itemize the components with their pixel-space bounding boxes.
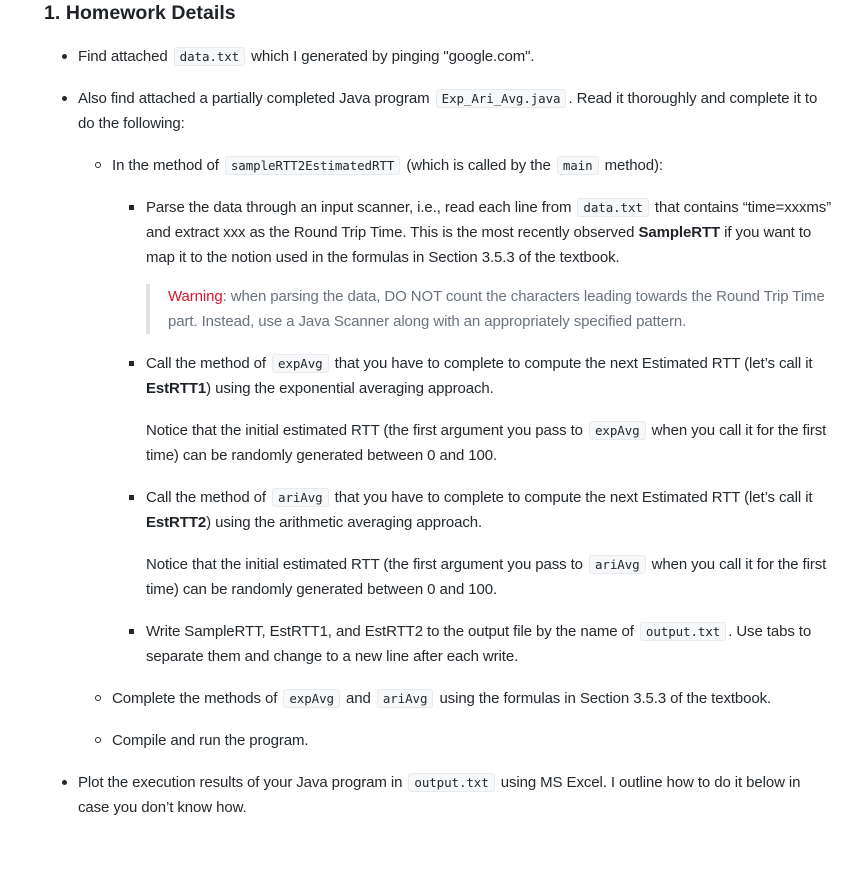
step-item-parse [112,195,832,334]
step-item-write-output [112,619,832,669]
inline-code-output-txt: output.txt [640,622,726,641]
text: Write SampleRTT, EstRTT1, and EstRTT2 to the output file by the name of [146,623,638,640]
bold-term: EstRTT1 [146,380,207,397]
note-paragraph [146,552,832,602]
text: that you have to complete to compute the next Estimated RTT (let’s call it [330,489,813,506]
warning-quote [146,284,832,334]
text: Notice that the initial estimated RTT (the first argument you pass to [146,556,587,573]
inline-code-data-txt: data.txt [577,198,648,217]
inline-code-method: sampleRTT2EstimatedRTT [225,156,400,175]
warning-label: Warning [168,288,223,305]
text: Call the method of [146,489,271,506]
bold-term: SampleRTT [638,224,721,241]
text: and [341,690,375,707]
text: Plot the execution results of your Java program in [78,774,407,791]
list-item-plot [44,770,832,820]
sub-item-sample-method [78,153,832,669]
inline-code-main: main [557,156,599,175]
text: when you call it for the first time) can be randomly generated between 0 and 100. [146,556,827,598]
text: . Use tabs to separate them and change to a new line after each write. [146,623,812,665]
text: Call the method of [146,355,271,372]
section-heading: 1. Homework Details [44,2,236,24]
inline-code-ariavg: ariAvg [589,555,646,574]
sub-list [78,153,832,753]
text: Find attached [78,48,172,65]
step-list [112,195,832,669]
sub-item-compile [78,728,832,753]
text: Parse the data through an input scanner, i.e., read each line from [146,199,576,216]
main-list [44,44,832,820]
text: when you call it for the first time) can be randomly generated between 0 and 100. [146,422,827,464]
text: ) using the arithmetic averaging approach. [206,514,483,531]
inline-code-expavg: expAvg [283,689,340,708]
text: Notice that the initial estimated RTT (the first argument you pass to [146,422,587,439]
step-item-ariavg [112,485,832,602]
warning-text: : when parsing the data, DO NOT count the characters leading towards the Round Trip Time part. Instead, use a Java Scanner along with an appropriately specified pattern. [168,288,825,330]
inline-code-data-txt: data.txt [174,47,245,66]
text: . Read it thoroughly and complete it to do the following: [78,90,818,132]
sub-item-complete-methods [78,686,832,711]
text: In the method of [112,157,223,174]
text: Complete the methods of [112,690,282,707]
list-item-java-program [44,86,832,753]
text: using the formulas in Section 3.5.3 of the textbook. [435,690,772,707]
inline-code-expavg: expAvg [589,421,646,440]
text: if you want to map it to the notion used in the formulas in Section 3.5.3 of the textbook. [146,224,812,266]
text: Also find attached a partially completed Java program [78,90,434,107]
step-item-expavg [112,351,832,468]
text: that contains “time=xxxms” and extract xxx as the Round Trip Time. This is the most recently observed [146,199,832,241]
inline-code-expavg: expAvg [272,354,329,373]
text: that you have to complete to compute the next Estimated RTT (let’s call it [330,355,813,372]
text: ) using the exponential averaging approach. [206,380,494,397]
bold-term: EstRTT2 [146,514,207,531]
note-paragraph [146,418,832,468]
list-item-attached-data [44,44,832,69]
text: (which is called by the [402,157,555,174]
text: which I generated by pinging "google.com". [247,48,535,65]
inline-code-ariavg: ariAvg [377,689,434,708]
inline-code-output-txt: output.txt [408,773,494,792]
inline-code-java-file: Exp_Ari_Avg.java [436,89,567,108]
inline-code-ariavg: ariAvg [272,488,329,507]
text: method): [600,157,663,174]
text: using MS Excel. I outline how to do it below in case you don’t know how. [78,774,801,816]
text: Compile and run the program. [112,732,309,749]
